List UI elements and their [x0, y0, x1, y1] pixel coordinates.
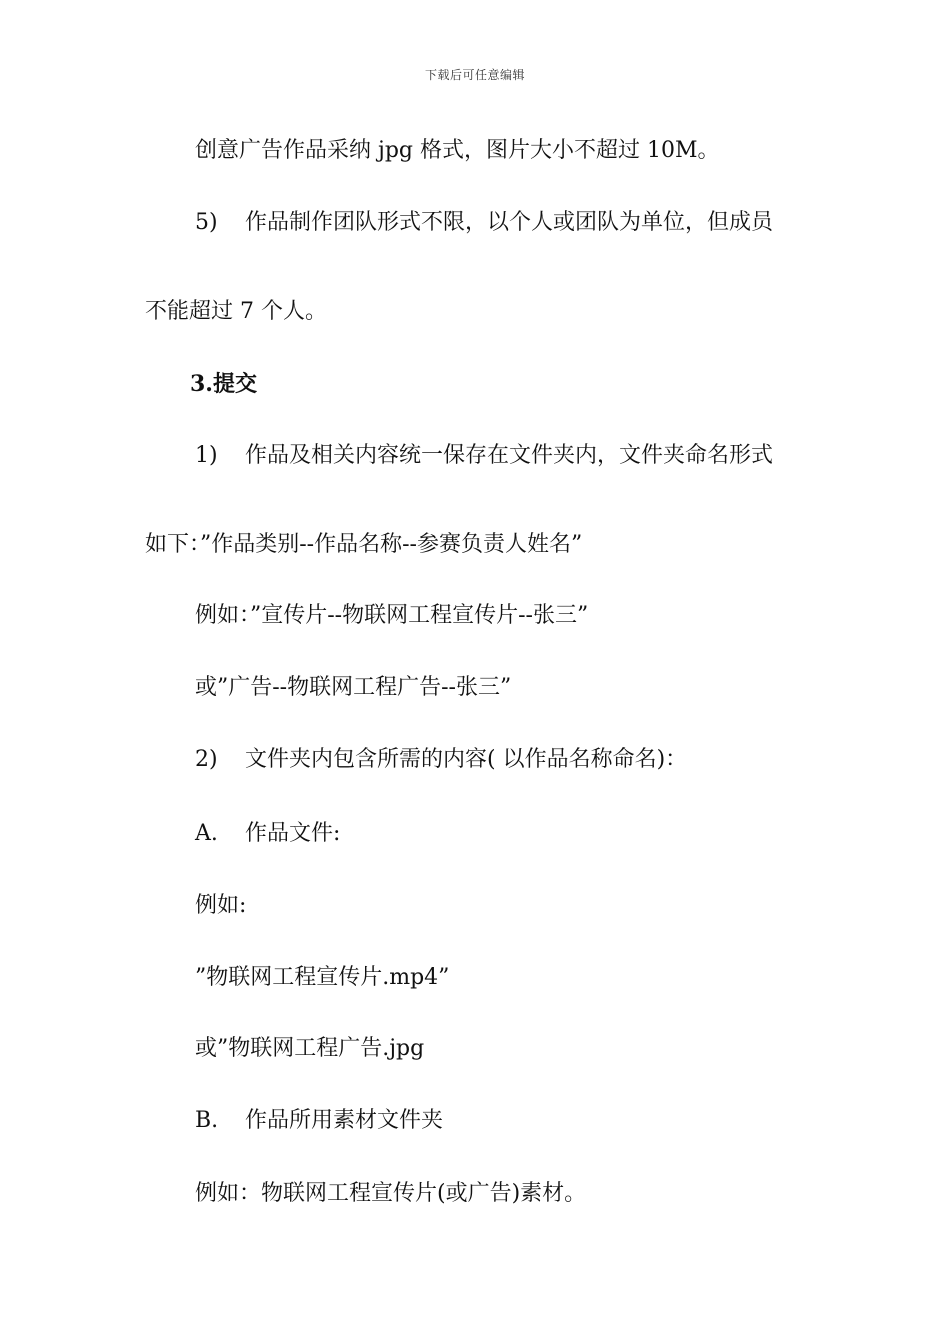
- list-number: B.: [195, 1108, 219, 1133]
- line-text: 作品所用素材文件夹: [245, 1108, 444, 1133]
- section-heading: [190, 369, 257, 400]
- list-item-a: [195, 819, 340, 849]
- line-text: 作品及相关内容统一保存在文件夹内，文件夹命名形式: [245, 443, 774, 468]
- paragraph-line: [195, 891, 246, 921]
- line-text: 或”物联网工程广告.jpg: [195, 1036, 425, 1061]
- list-number: 1): [195, 443, 218, 468]
- list-item-1: [195, 441, 773, 471]
- heading-text: 3.提交: [190, 371, 257, 397]
- paragraph-line: [195, 1179, 586, 1209]
- paragraph-line: [195, 601, 588, 631]
- paragraph-line: [195, 963, 449, 993]
- list-item-5: [195, 208, 773, 238]
- line-text: 例如:: [195, 893, 247, 918]
- line-text: 不能超过 7 个人。: [145, 299, 327, 324]
- line-text: 例如：物联网工程宣传片(或广告)素材。: [195, 1181, 587, 1206]
- list-number: A.: [195, 821, 218, 846]
- line-text: 或”广告--物联网工程广告--张三”: [195, 675, 512, 700]
- list-item-2: [195, 745, 687, 775]
- line-text: ”物联网工程宣传片.mp4”: [195, 965, 450, 990]
- paragraph-line: [195, 1034, 424, 1064]
- paragraph-line: [145, 297, 327, 327]
- line-text: 文件夹内包含所需的内容( 以作品名称命名)：: [245, 747, 688, 772]
- list-item-b: [195, 1106, 443, 1136]
- page-header: 下载后可任意编辑: [424, 68, 525, 82]
- list-number: 5): [195, 210, 218, 235]
- list-number: 2): [195, 747, 218, 772]
- line-text: 如下：”作品类别--作品名称--参赛负责人姓名”: [145, 532, 583, 557]
- line-text: 例如：”宣传片--物联网工程宣传片--张三”: [195, 603, 589, 628]
- line-text: 作品文件:: [245, 821, 341, 846]
- paragraph-line: [145, 530, 582, 560]
- paragraph-line: [195, 673, 511, 703]
- line-text: 作品制作团队形式不限，以个人或团队为单位，但成员: [245, 210, 774, 235]
- paragraph-line: [195, 136, 720, 166]
- line-text: 创意广告作品采纳 jpg 格式，图片大小不超过 10M。: [195, 138, 720, 163]
